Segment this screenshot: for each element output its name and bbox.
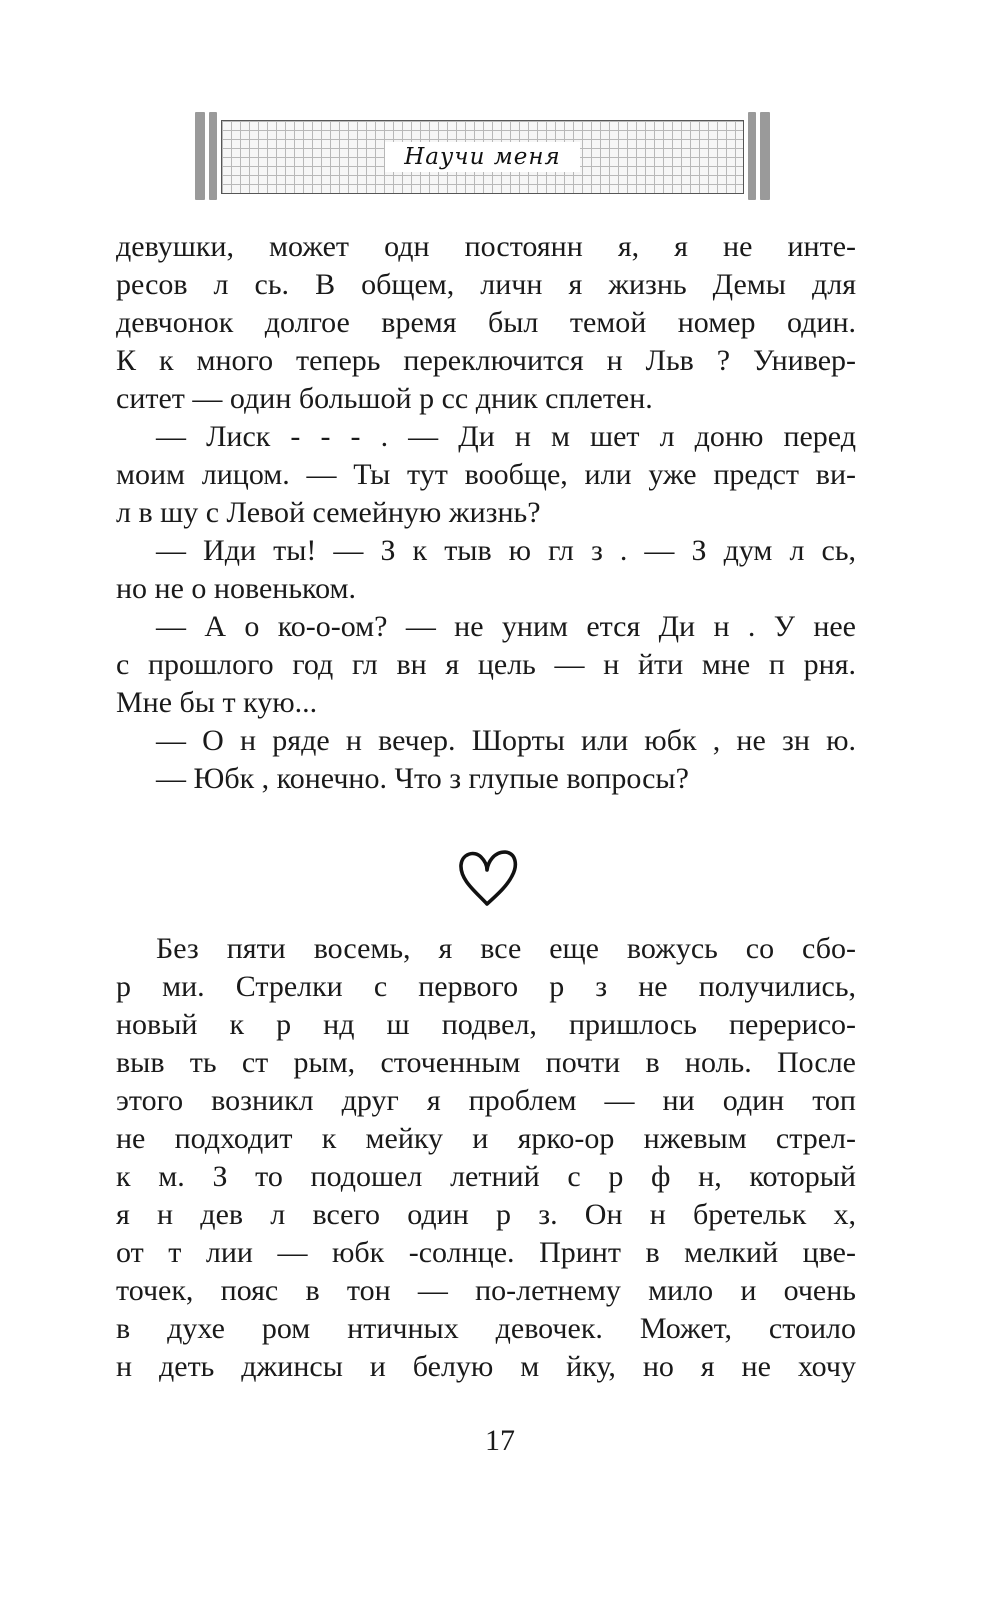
text-line: Мне бы т кую... bbox=[116, 686, 318, 719]
text-line: Без пяти восемь, я все еще вожусь со сбо- bbox=[156, 932, 856, 965]
text-line: в духе ром нтичных девочек. Может, стоило bbox=[116, 1312, 856, 1345]
text-line: девушки, может одн постоянн я, я не инте- bbox=[116, 230, 856, 263]
page-number: 17 bbox=[485, 1424, 515, 1457]
text-line: К к много теперь переключится н Льв ? Универ- bbox=[116, 344, 856, 377]
net-post-left bbox=[195, 112, 205, 200]
text-line: моим лицом. — Ты тут вообще, или уже предст ви- bbox=[116, 458, 856, 491]
text-line: новый к р нд ш подвел, пришлось перерисо- bbox=[116, 1008, 856, 1041]
text-line: точек, пояс в тон — по-летнему мило и очень bbox=[116, 1274, 856, 1307]
text-line: ситет — один большой р сс дник сплетен. bbox=[116, 382, 653, 415]
text-line: выв ть ст рым, сточенным почти в ноль. После bbox=[116, 1046, 856, 1079]
text-line: девчонок долгое время был темой номер один. bbox=[116, 306, 856, 339]
text-line: но не о новеньком. bbox=[116, 572, 356, 605]
text-line: — О н ряде н вечер. Шорты или юбк , не зн ю. bbox=[156, 724, 856, 757]
text-line: к м. З то подошел летний с р ф н, который bbox=[116, 1160, 856, 1193]
text-line: — А о ко-о-ом? — не уним ется Ди н . У нее bbox=[156, 610, 856, 643]
running-header-title: Научи меня bbox=[385, 142, 580, 172]
net-post-right bbox=[760, 112, 770, 200]
text-line: ресов л сь. В общем, личн я жизнь Демы для bbox=[116, 268, 856, 301]
text-line: с прошлого год гл вн я цель — н йти мне п рня. bbox=[116, 648, 856, 681]
net-post-left-inner bbox=[209, 112, 217, 200]
text-line: н деть джинсы и белую м йку, но я не хочу bbox=[116, 1350, 856, 1383]
text-line: от т лии — юбк -солнце. Принт в мелкий цве- bbox=[116, 1236, 856, 1269]
text-line: не подходит к мейку и ярко-ор нжевым стрел- bbox=[116, 1122, 856, 1155]
text-line: л в шу с Левой семейную жизнь? bbox=[116, 496, 541, 529]
text-line: — Лиск - - - . — Ди н м шет л доню перед bbox=[156, 420, 856, 453]
text-line: р ми. Стрелки с первого р з не получились, bbox=[116, 970, 856, 1003]
text-line: этого возникл друг я проблем — ни один топ bbox=[116, 1084, 856, 1117]
text-line: — Иди ты! — З к тыв ю гл з . — З дум л сь, bbox=[156, 534, 856, 567]
heart-icon bbox=[456, 848, 520, 908]
net-post-right-inner bbox=[748, 112, 756, 200]
text-line: — Юбк , конечно. Что з глупые вопросы? bbox=[156, 762, 689, 795]
running-header bbox=[195, 112, 770, 200]
text-line: я н дев л всего один р з. Он н бретельк х, bbox=[116, 1198, 856, 1231]
